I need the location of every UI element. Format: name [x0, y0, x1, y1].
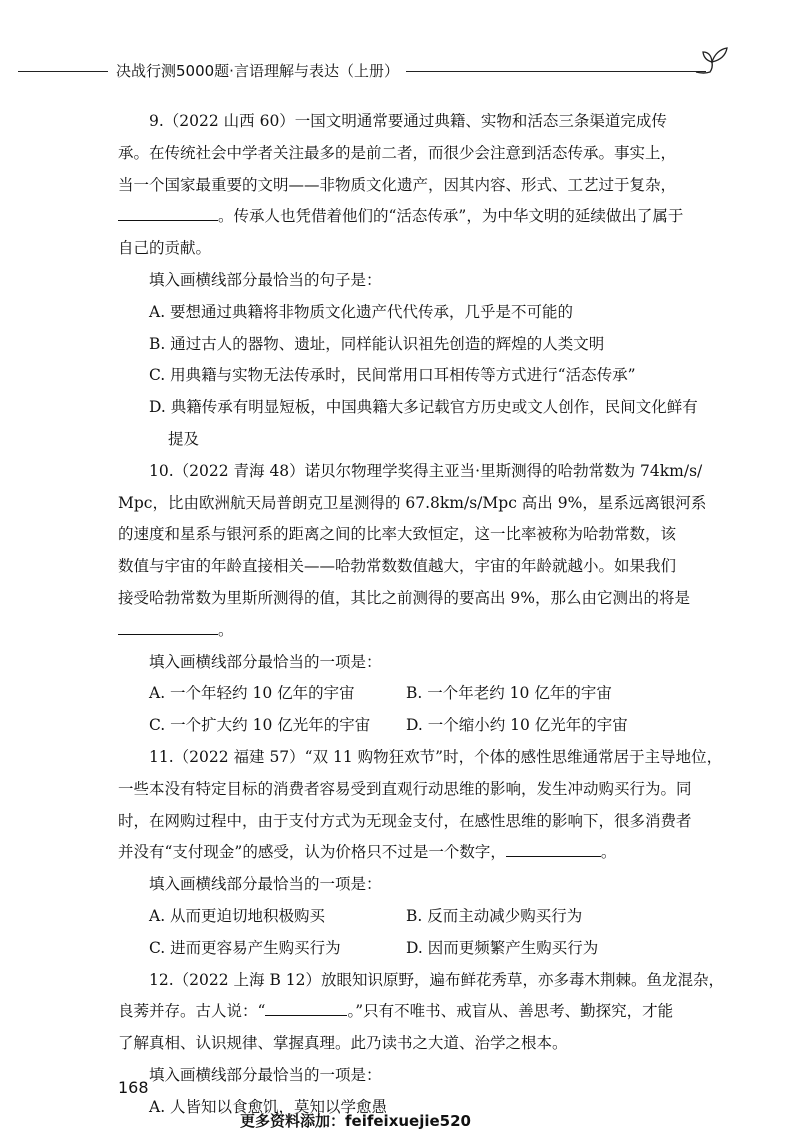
q10-prompt: 填入画横线部分最恰当的一项是： [149, 652, 382, 671]
q11-line-4 [118, 837, 714, 869]
header-rule-left [18, 71, 108, 72]
q10-options-row-2 [118, 710, 714, 742]
q12-line-3: 了解真相、认识规律、掌握真理。此乃读书之大道、治学之根本。 [118, 1034, 568, 1053]
q11-line-3: 时，在网购过程中，由于支付方式为无现金支付，在感性思维的影响下，很多消费者 [118, 811, 692, 830]
q9-line-4-text: 。传承人也凭借着他们的“活态传承”，为中华文明的延续做出了属于 [218, 207, 684, 226]
q10-option-c: C. 一个扩大约 10 亿光年的宇宙 [149, 716, 371, 735]
q9-line-1: 9.（2022 山西 60）一国文明通常要通过典籍、实物和活态三条渠道完成传 [149, 112, 667, 130]
fill-blank [506, 842, 601, 857]
q12-prompt: 填入画横线部分最恰当的一项是： [149, 1065, 382, 1084]
fill-blank [118, 206, 218, 221]
question-10 [118, 456, 714, 742]
q9-line-5: 自己的贡献。 [118, 239, 212, 258]
footer-handle: feifeixuejie520 [345, 1112, 471, 1130]
q11-line-2: 一些本没有特定目标的消费者容易受到直观行动思维的影响，发生冲动购买行为。同 [118, 779, 692, 798]
q10-line-5: 接受哈勃常数为里斯所测得的值，其比之前测得的要高出 9%，那么由它测出的将是 [118, 588, 691, 607]
q10-line-3: 的速度和星系与银河系的距离之间的比率大致恒定，这一比率被称为哈勃常数，该 [118, 525, 677, 544]
page-body [118, 106, 724, 1124]
q9-option-d: D. 典籍传承有明显短板，中国典籍大多记载官方历史或文人创作，民间文化鲜有 [149, 398, 698, 417]
q12-line-1: 12.（2022 上海 B 12）放眼知识原野，遍布鲜花秀草，亦多毒木荆棘。鱼龙混杂， [149, 970, 724, 989]
q9-option-b: B. 通过古人的器物、遗址，同样能认识祖先创造的辉煌的人类文明 [149, 334, 605, 353]
q11-option-d: D. 因而更频繁产生购买行为 [406, 938, 599, 957]
q9-option-a: A. 要想通过典籍将非物质文化遗产代代传承，几乎是不可能的 [149, 302, 574, 321]
question-12 [118, 965, 724, 1124]
footer-note [240, 1110, 471, 1131]
q12-option-a: A. 人皆知以食愈饥，莫知以学愈愚 [149, 1097, 388, 1116]
q12-line-2-text: 良莠并存。古人说：“ [118, 1002, 266, 1021]
q11-line-4-text: 并没有“支付现金”的感受，认为价格只不过是一个数字， [118, 843, 506, 862]
fill-blank [265, 1001, 347, 1016]
book-title: 决战行测5000题·言语理解与表达（上册） [116, 62, 399, 80]
sprout-icon [694, 42, 734, 78]
q10-blank-end: 。 [218, 620, 234, 639]
footer-prefix: 更多资料添加： [240, 1112, 346, 1130]
question-11 [118, 742, 723, 965]
question-9 [118, 106, 714, 456]
fill-blank [118, 620, 218, 635]
q11-line-1: 11.（2022 福建 57）“双 11 购物狂欢节”时，个体的感性思维通常居于主导地位， [149, 747, 723, 766]
running-header [18, 56, 778, 92]
q10-option-d: D. 一个缩小约 10 亿光年的宇宙 [406, 716, 628, 735]
q10-option-a: A. 一个年轻约 10 亿年的宇宙 [149, 684, 355, 703]
q10-line-1: 10.（2022 青海 48）诺贝尔物理学奖得主亚当·里斯测得的哈勃常数为 74km/s/ [149, 461, 703, 480]
page-number: 168 [118, 1078, 149, 1097]
q11-options-row-2 [118, 933, 714, 965]
q10-line-6 [118, 615, 714, 647]
q9-option-d-cont: 提及 [168, 429, 200, 448]
q9-line-2: 承。在传统社会中学者关注最多的是前二者，而很少会注意到活态传承。事实上， [118, 143, 677, 162]
header-rule-right [406, 71, 706, 72]
q9-option-c: C. 用典籍与实物无法传承时，民间常用口耳相传等方式进行“活态传承” [149, 366, 636, 385]
q10-line-2: Mpc，比由欧洲航天局普朗克卫星测得的 67.8km/s/Mpc 高出 9%，星系远离银河系 [118, 493, 707, 512]
q9-line-3: 当一个国家最重要的文明——非物质文化遗产，因其内容、形式、工艺过于复杂， [118, 175, 677, 194]
q10-option-b: B. 一个年老约 10 亿年的宇宙 [406, 684, 612, 703]
q10-line-4: 数值与宇宙的年龄直接相关——哈勃常数数值越大，宇宙的年龄就越小。如果我们 [118, 557, 677, 576]
q11-options-row-1 [118, 901, 714, 933]
q12-line-2 [118, 996, 714, 1028]
q9-prompt: 填入画横线部分最恰当的句子是： [149, 270, 382, 289]
q11-line-4-end: 。 [600, 843, 617, 862]
q11-option-a: A. 从而更迫切地积极购买 [149, 906, 326, 925]
q9-line-4 [118, 201, 714, 233]
q10-options-row-1 [118, 678, 714, 710]
q12-line-2-end: 。”只有不唯书、戒盲从、善思考、勤探究，才能 [347, 1002, 674, 1021]
q11-prompt: 填入画横线部分最恰当的一项是： [149, 875, 382, 894]
q11-option-c: C. 进而更容易产生购买行为 [149, 938, 341, 957]
q11-option-b: B. 反而主动减少购买行为 [406, 906, 583, 925]
